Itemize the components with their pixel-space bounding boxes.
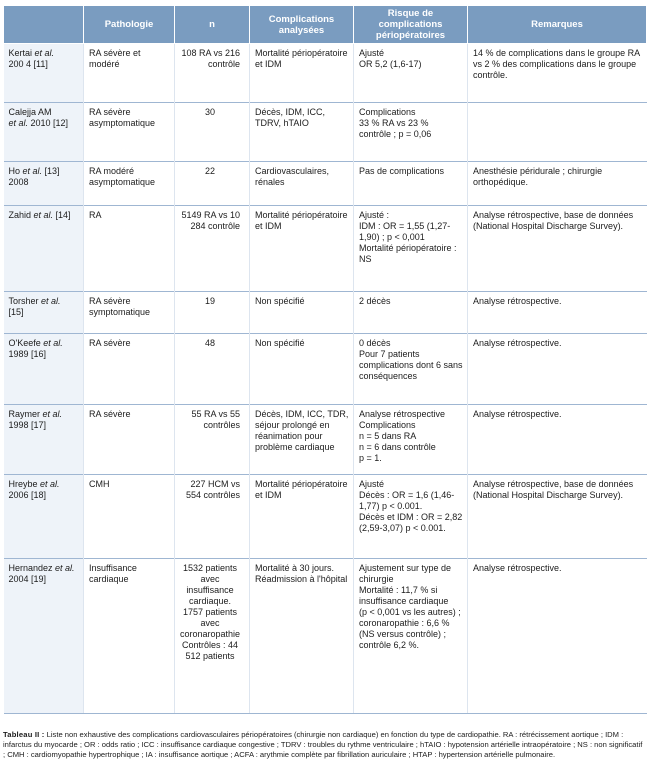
cell-etude	[4, 44, 84, 103]
table-header-row	[4, 6, 647, 44]
cell-complications: Mortalité périopératoire et IDM	[250, 44, 354, 103]
header-n: n	[175, 6, 250, 44]
etude-name: Hernandez et al. 2004 [19]	[8, 563, 75, 584]
cell-pathologie: CMH	[84, 475, 175, 559]
header-etude	[4, 6, 84, 44]
cell-etude	[4, 334, 84, 405]
cell-pathologie: RA sévère et modéré	[84, 44, 175, 103]
cell-etude	[4, 206, 84, 292]
cell-etude	[4, 103, 84, 162]
cell-complications: Non spécifié	[250, 292, 354, 334]
table-row	[4, 162, 647, 206]
table-row	[4, 559, 647, 714]
cell-remarques: Anesthésie péridurale ; chirurgie orthopédique.	[468, 162, 647, 206]
etude-name: Kertai et al. 200 4 [11]	[8, 48, 55, 69]
etude-name: Raymer et al. 1998 [17]	[8, 409, 63, 430]
cell-remarques: Analyse rétrospective.	[468, 559, 647, 714]
header-risque: Risque de complications périopératoires	[354, 6, 468, 44]
etude-name: Calejja AM et al. 2010 [12]	[8, 107, 69, 128]
cell-risque: Pas de complications	[354, 162, 468, 206]
cell-etude	[4, 162, 84, 206]
etude-name: Ho et al. [13] 2008	[8, 166, 60, 187]
cell-remarques: Analyse rétrospective, base de données (National Hospital Discharge Survey).	[468, 206, 647, 292]
cell-complications: Mortalité à 30 jours. Réadmission à l'hôpital	[250, 559, 354, 714]
cell-n: 1532 patients avec insuffisance cardiaque. 1757 patients avec coronaropathie Contrôles : 44 512 patients	[175, 559, 250, 714]
caption-text: Liste non exhaustive des complications cardiovasculaires périopératoires (chirurgie non cardiaque) en fonction du type de cardiopathie. RA : rétrécissement aortique ; IDM : infarctus du myocarde ; OR : odds ratio ; ICC : insuffisance cardiaque congestive ; TDRV : troubles du rythme ventriculaire ; hTAIO : hypotension artérielle intraopératoire ; NS : non significatif ; CMH : cardiomyopathie hypertrophique ; IA : insuffisance aortique ; ACFA : arythmie complète par fibrillation auriculaire ; HTAP : hypertension artérielle pulmonaire.	[3, 730, 643, 760]
table-row	[4, 405, 647, 475]
cell-risque: Ajusté : IDM : OR = 1,55 (1,27-1,90) ; p < 0,001 Mortalité périopératoire : NS	[354, 206, 468, 292]
table-row	[4, 103, 647, 162]
cell-risque: Complications 33 % RA vs 23 % contrôle ; p = 0,06	[354, 103, 468, 162]
etude-name: Torsher et al. [15]	[8, 296, 61, 317]
cell-remarques: 14 % de complications dans le groupe RA vs 2 % des complications dans le groupe contrôle.	[468, 44, 647, 103]
etude-name: Zahid et al. [14]	[8, 210, 71, 220]
cell-pathologie: RA sévère asymptomatique	[84, 103, 175, 162]
cell-n: 22	[175, 162, 250, 206]
header-pathologie: Pathologie	[84, 6, 175, 44]
cell-etude	[4, 405, 84, 475]
cell-complications: Cardiovasculaires, rénales	[250, 162, 354, 206]
table-row	[4, 44, 647, 103]
table-row	[4, 334, 647, 405]
cell-n: 55 RA vs 55 contrôles	[175, 405, 250, 475]
cell-pathologie: RA sévère	[84, 405, 175, 475]
header-remarques: Remarques	[468, 6, 647, 44]
complications-table	[3, 5, 647, 714]
etude-name: Hreybe et al. 2006 [18]	[8, 479, 60, 500]
cell-risque: Analyse rétrospective Complications n = 5 dans RA n = 6 dans contrôle p = 1.	[354, 405, 468, 475]
cell-complications: Mortalité périopératoire et IDM	[250, 206, 354, 292]
cell-complications: Non spécifié	[250, 334, 354, 405]
cell-n: 227 HCM vs 554 contrôles	[175, 475, 250, 559]
cell-risque: Ajustement sur type de chirurgie Mortalité : 11,7 % si insuffisance cardiaque (p < 0,001 vs les autres) ; coronaropathie : 6,6 % (NS versus contrôle) ; contrôle 6,2 %.	[354, 559, 468, 714]
header-complications: Complications analysées	[250, 6, 354, 44]
table-row	[4, 206, 647, 292]
cell-n: 5149 RA vs 10 284 contrôle	[175, 206, 250, 292]
cell-etude	[4, 559, 84, 714]
cell-etude	[4, 292, 84, 334]
cell-pathologie: Insuffisance cardiaque	[84, 559, 175, 714]
cell-pathologie: RA	[84, 206, 175, 292]
cell-n: 48	[175, 334, 250, 405]
cell-risque: Ajusté OR 5,2 (1,6-17)	[354, 44, 468, 103]
cell-etude	[4, 475, 84, 559]
etude-name: O'Keefe et al. 1989 [16]	[8, 338, 63, 359]
cell-risque: 2 décès	[354, 292, 468, 334]
cell-risque: 0 décès Pour 7 patients complications dont 6 sans conséquences	[354, 334, 468, 405]
cell-pathologie: RA sévère symptomatique	[84, 292, 175, 334]
cell-complications: Décès, IDM, ICC, TDR, séjour prolongé en réanimation pour problème cardiaque	[250, 405, 354, 475]
cell-pathologie: RA sévère	[84, 334, 175, 405]
cell-remarques: Analyse rétrospective, base de données (National Hospital Discharge Survey).	[468, 475, 647, 559]
table-caption	[3, 730, 644, 761]
cell-n: 19	[175, 292, 250, 334]
cell-remarques: Analyse rétrospective.	[468, 334, 647, 405]
cell-n: 108 RA vs 216 contrôle	[175, 44, 250, 103]
cell-complications: Mortalité périopératoire et IDM	[250, 475, 354, 559]
cell-risque: Ajusté Décès : OR = 1,6 (1,46-1,77) p < 0.001. Décès et IDM : OR = 2,82 (2,59-3,07) p < 0.001.	[354, 475, 468, 559]
cell-remarques: Analyse rétrospective.	[468, 405, 647, 475]
table-row	[4, 475, 647, 559]
table-row	[4, 292, 647, 334]
cell-complications: Décès, IDM, ICC, TDRV, hTAIO	[250, 103, 354, 162]
cell-remarques	[468, 103, 647, 162]
cell-remarques: Analyse rétrospective.	[468, 292, 647, 334]
cell-n: 30	[175, 103, 250, 162]
caption-label: Tableau II :	[3, 730, 45, 739]
cell-pathologie: RA modéré asymptomatique	[84, 162, 175, 206]
